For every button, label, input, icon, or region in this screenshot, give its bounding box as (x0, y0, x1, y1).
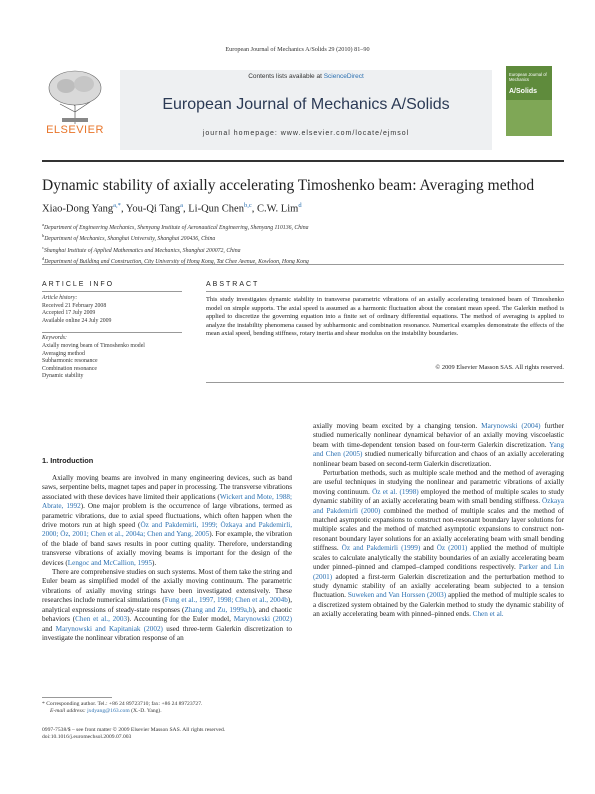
affiliation-text: Shanghai Institute of Applied Mathematics and Mechanics, Shanghai 200072, China (44, 247, 241, 254)
article-info-block (42, 295, 182, 381)
body-text: combined the method of multiple scales and the method of matched asymptotic expansions to construct non-resonant boundary layer solutions for multiple scales and the method of matched asymptotic expansions to construct non-resonant boundary layer solutions for an axially accelerating beam with small bending stiffness. (313, 506, 564, 553)
author-affil-marker[interactable]: d (298, 202, 302, 209)
keyword-item: Averaging method (42, 350, 85, 357)
body-paragraph (313, 422, 564, 469)
body-text: further studied numerically nonlinear dynamical behavior of an axially moving viscoelastic beam with time-dependent tension based on four-term Galerkin discretization. (313, 422, 564, 449)
corresponding-author-note: * Corresponding author. Tel.: +86 24 89723710; fax: +86 24 89723727. (42, 701, 203, 707)
body-paragraph (313, 469, 564, 620)
keyword-list (42, 343, 182, 381)
affiliation-marker: c (42, 244, 44, 250)
author-name[interactable]: You-Qi Tang (125, 203, 181, 215)
affiliation-marker: d (42, 255, 45, 261)
affiliation-marker: a (42, 222, 44, 227)
doi-line[interactable]: doi:10.1016/j.euromechsol.2009.07.003 (42, 734, 132, 741)
body-text: ). Accounting for the Euler model, (127, 615, 234, 624)
section-heading-introduction: 1. Introduction (42, 456, 94, 465)
email-label: E-mail address: (50, 708, 88, 715)
body-text: axially moving beam excited by a changing tension. (313, 422, 482, 430)
body-text: adopted a first-term Galerkin discretization and the perturbation method to study dynamic stability of an axially accelerating beam subjected to a tension fluctuation. (313, 572, 564, 600)
citation-link[interactable]: Öz (2001) (436, 544, 468, 553)
author-name[interactable]: Li-Qun Chen (188, 203, 244, 215)
abstract-text: This study investigates dynamic stability in transverse parametric vibrations of an axially accelerating tensioned beam of Timoshenko model on simple supports. The axial speed is assumed as a harmonic fluctuation about the constant mean speed. The Galerkin method is applied to discretize the governing equation into a finite set of ordinary differential equations. The method of averaging is applied to analyze the instability phenomena caused by subharmonic and combination resonance. Numerical examples demonstrate the effects of the mean axial speed, bending stiffness, rotary inertia and shear modulus on the instability boundaries. (206, 296, 564, 338)
body-text: Perturbation methods, such as multiple scale method and the method of averaging are useful techniques in studying the nonlinear and parametric vibrations of axially moving continuum. (313, 469, 564, 496)
article-info-rule (42, 291, 182, 292)
affiliation-item (42, 221, 562, 232)
body-text: used three-term Galerkin discretization to investigate the nonlinear vibration response of an (42, 624, 292, 642)
footnote-rule (42, 697, 112, 698)
body-text: and (42, 624, 56, 633)
affiliation-text: Department of Mechanics, Shanghai University, Shanghai 200436, China (44, 236, 216, 243)
citation-link[interactable]: Chen et al., 2003 (75, 615, 128, 624)
issn-block (42, 727, 342, 742)
author-separator: , (183, 203, 189, 215)
keywords-label: Keywords: (42, 335, 67, 342)
citation-link[interactable]: Wickert and Mote, 1988; Abrate, 1992 (42, 492, 293, 511)
body-text: studied numerically bifurcation and chaos of an axially accelerating nonlinear beam based on second-term Galerkin discretization. (313, 450, 564, 468)
body-text: There are comprehensive studies on such systems. Most of them take the string and Euler beam as simplified model of the axially moving continuum. The parametric vibrations of axially moving strings have been investigated extensively. These researches include numerical simulations ( (42, 568, 292, 605)
citation-link[interactable]: Yang and Chen (2005) (313, 440, 564, 459)
body-text: applied the method of multiple scales to calculate analytically the stability boundaries of an axially accelerating beam under pinned–pinned and clamped–clamped conditions respectively. (313, 544, 564, 572)
author-affil-marker[interactable]: b,c (243, 202, 252, 209)
journal-cover-image[interactable] (506, 66, 552, 136)
cover-small-title: European Journal of Mechanics (509, 72, 547, 82)
history-label: Article history: (42, 295, 78, 301)
body-paragraph (42, 568, 292, 643)
cover-big-title: A/Solids (509, 88, 538, 95)
body-text: and (420, 544, 437, 553)
author-affil-marker[interactable]: a (180, 202, 184, 209)
abstract-bottom-rule (206, 382, 564, 383)
body-paragraph (42, 474, 292, 568)
email-suffix: (X.-D. Yang). (129, 708, 162, 715)
history-item: Received 21 February 2008 (42, 302, 107, 309)
affiliation-marker: b (42, 233, 45, 239)
citation-link[interactable]: Suweken and Van Horssen (2003) (347, 591, 447, 600)
header-divider (42, 160, 564, 162)
citation-link[interactable]: Öz and Pakdemirli (1999) (341, 544, 421, 553)
contents-prefix: Contents lists available at (248, 73, 324, 80)
citation-link[interactable]: Zhang and Zu, 1999a,b (184, 605, 253, 614)
keyword-item: Dynamic stability (42, 373, 84, 380)
citation-link[interactable]: Öz et al. (1998) (372, 487, 419, 496)
author-list (42, 202, 302, 215)
keyword-item: Subharmonic resonance (42, 358, 98, 365)
citation-link[interactable]: Marynowski (2004) (481, 422, 541, 430)
citation-link[interactable]: Özkaya and Pakdemirli (2000) (313, 497, 564, 515)
publisher-name: ELSEVIER (46, 124, 104, 136)
affiliation-item (42, 232, 562, 243)
body-text: ), analytical expressions of steady-state responses ( (42, 596, 292, 614)
journal-title[interactable]: European Journal of Mechanics A/Solids (162, 96, 450, 113)
citation-link[interactable]: Marynowski and Kapitaniak (2002) (55, 624, 163, 633)
keywords-rule (42, 332, 182, 333)
issn-line: 0997-7538/$ – see front matter © 2009 Elsevier Masson SAS. All rights reserved. (42, 727, 226, 733)
citation-link[interactable]: Chen et al. (472, 610, 504, 619)
body-text: ), and chaotic behaviors ( (42, 605, 292, 624)
history-item: Available online 24 July 2009 (42, 317, 112, 324)
abstract-rule (206, 291, 564, 292)
elsevier-tree-logo-icon (42, 68, 108, 126)
citation-link[interactable]: Marynowski (2002) (233, 615, 292, 624)
author-name[interactable]: C.W. Lim (256, 203, 299, 215)
affiliation-divider (42, 264, 564, 265)
history-list (42, 303, 182, 326)
affiliation-list (42, 221, 562, 266)
article-info-heading: ARTICLE INFO (42, 281, 115, 288)
right-column-body (313, 422, 564, 620)
keyword-item: Axially moving beam of Timoshenko model (42, 342, 145, 349)
sciencedirect-link[interactable]: ScienceDirect (323, 73, 364, 80)
body-text: ). For example, the vibration of the blade of band saws results in poor cutting quality. Therefore, understanding transverse vibrations of axially moving beams is important for the design of the devices ( (42, 530, 292, 567)
paper-title: Dynamic stability of axially accelerating Timoshenko beam: Averaging method (42, 177, 535, 194)
author-affil-marker[interactable]: a,* (113, 202, 121, 209)
email-link[interactable]: jxdyang@163.com (87, 708, 130, 715)
affiliation-text: Department of Engineering Mechanics, Shenyang Institute of Aeronautical Engineering, Shenyang 110136, China (44, 224, 309, 231)
email-line (42, 708, 302, 715)
running-head: European Journal of Mechanics A/Solids 29 (2010) 81–90 (225, 46, 370, 53)
author-name[interactable]: Xiao-Dong Yang (42, 203, 114, 215)
affiliation-item (42, 244, 562, 255)
citation-link[interactable]: Öz and Pakdemirli, 1999; Özkaya and Pakdemirli, 2000; Öz, 2001; Chen et al., 2004a; Chen and Yang, 2005 (42, 521, 292, 539)
body-text: applied the method of multiple scales to a discretized system obtained by the Galerkin method to study the dynamic stability of an axially accelerating beam with pinned–pinned ends. (313, 591, 564, 619)
contents-line (120, 73, 492, 80)
citation-link[interactable]: Parker and Lin (2001) (313, 563, 564, 581)
footnote-block (42, 701, 302, 716)
abstract-heading: ABSTRACT (206, 281, 260, 288)
body-text: ). (152, 558, 157, 567)
citation-link[interactable]: Lengoc and McCallion, 1995 (67, 558, 152, 567)
body-text: employed the method of multiple scales to study dynamic stability of an axially accelerating beam with small bending stiffness. (313, 487, 564, 506)
history-item: Accepted 17 July 2009 (42, 310, 96, 317)
cover-art (506, 100, 552, 136)
author-separator: , (251, 203, 257, 215)
body-text: Axially moving beams are involved in many engineering devices, such as band saws, serpentine belts, magnet tapes and paper in processing. The transverse vibrations associated with these devices have limited their applications ( (42, 474, 292, 501)
keyword-item: Combination resonance (42, 365, 97, 372)
affiliation-text: Department of Building and Construction, City University of Hong Kong, Tat Chee Avenue, Kowloon, Hong Kong (44, 258, 309, 265)
citation-link[interactable]: Fung et al., 1997, 1998; Chen et al., 2004b (164, 596, 288, 605)
author-separator: , (120, 203, 126, 215)
abstract-copyright: © 2009 Elsevier Masson SAS. All rights reserved. (435, 364, 564, 371)
body-text: ). One major problem is the occurrence of large vibrations, termed as parametric vibrations, due to axial speed fluctuations, which often happen when the drive motors run at high speed ( (42, 502, 292, 530)
left-column-body (42, 474, 292, 643)
journal-homepage[interactable]: journal homepage: www.elsevier.com/locate/ejmsol (202, 130, 410, 137)
